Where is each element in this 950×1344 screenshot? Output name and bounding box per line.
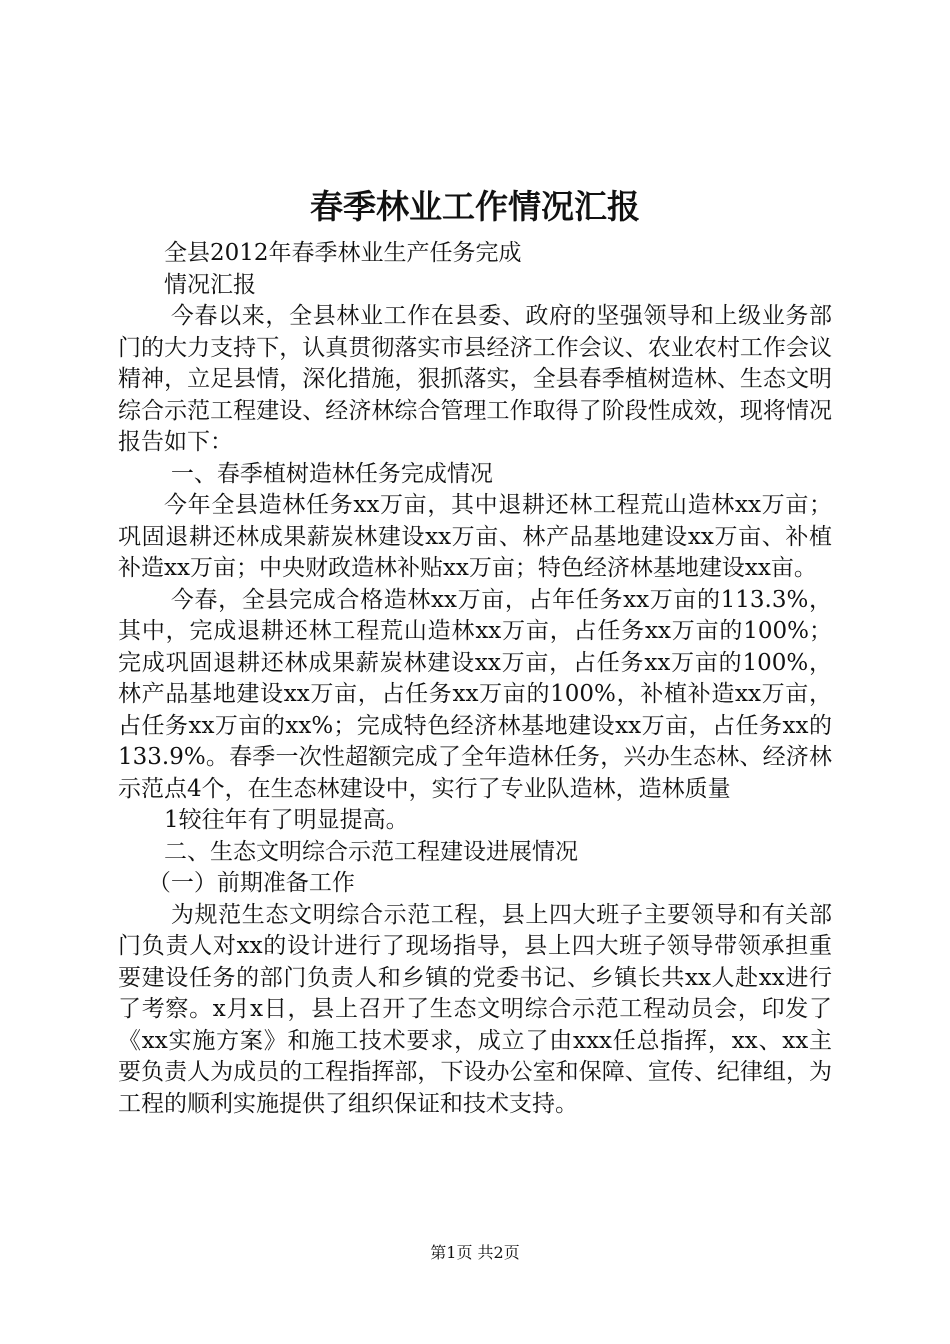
document-title: 春季林业工作情况汇报 xyxy=(310,187,640,226)
paragraph-intro: 今春以来，全县林业工作在县委、政府的坚强领导和上级业务部门的大力支持下，认真贯彻落实市县经济工作会议、农业农村工作会议精神，立足县情，深化措施，狠抓落实，全县春季植树造林、生态文明综合示范工程建设、经济林综合管理工作取得了阶段性成效，现将情况报告如下： xyxy=(118,303,832,455)
paragraph-preparation: 为规范生态文明综合示范工程，县上四大班子主要领导和有关部门负责人对xx的设计进行了现场指导，县上四大班子领导带领承担重要建设任务的部门负责人和乡镇的党委书记、乡镇长共xx人赴xx进行了考察。x月x日，县上召开了生态文明综合示范工程动员会，印发了《xx实施方案》和施工技术要求，成立了由xxx任总指挥，xx、xx主要负责人为成员的工程指挥部，下设办公室和保障、宣传、纪律组，为工程的顺利实施提供了组织保证和技术支持。 xyxy=(118,901,832,1117)
paragraph-completion: 今春，全县完成合格造林xx万亩，占年任务xx万亩的113.3%，其中，完成退耕还林工程荒山造林xx万亩，占任务xx万亩的100%；完成巩固退耕还林成果薪炭林建设xx万亩，占任务xx万亩的100%，林产品基地建设xx万亩，占任务xx万亩的100%，补植补造xx万亩，占任务xx万亩的xx%；完成特色经济林基地建设xx万亩，占任务xx的133.9%。春季一次性超额完成了全年造林任务，兴办生态林、经济林示范点4个，在生态林建设中，实行了专业队造林，造林质量 xyxy=(118,586,832,802)
subtitle-line-1: 全县2012年春季林业生产任务完成 xyxy=(164,240,522,266)
subtitle-line-2: 情况汇报 xyxy=(164,271,256,298)
paragraph-quality: 1较往年有了明显提高。 xyxy=(164,807,409,833)
subsection-heading-1: （一）前期准备工作 xyxy=(147,870,355,896)
document-body xyxy=(118,238,832,1120)
section-heading-2: 二、生态文明综合示范工程建设进展情况 xyxy=(164,838,578,865)
page-footer: 第1页 共2页 xyxy=(430,1243,520,1262)
section-heading-1: 一、春季植树造林任务完成情况 xyxy=(170,460,493,487)
paragraph-plan: 今年全县造林任务xx万亩，其中退耕还林工程荒山造林xx万亩；巩固退耕还林成果薪炭林建设xx万亩、林产品基地建设xx万亩、补植补造xx万亩；中央财政造林补贴xx万亩；特色经济林基地建设xx亩。 xyxy=(118,492,832,581)
